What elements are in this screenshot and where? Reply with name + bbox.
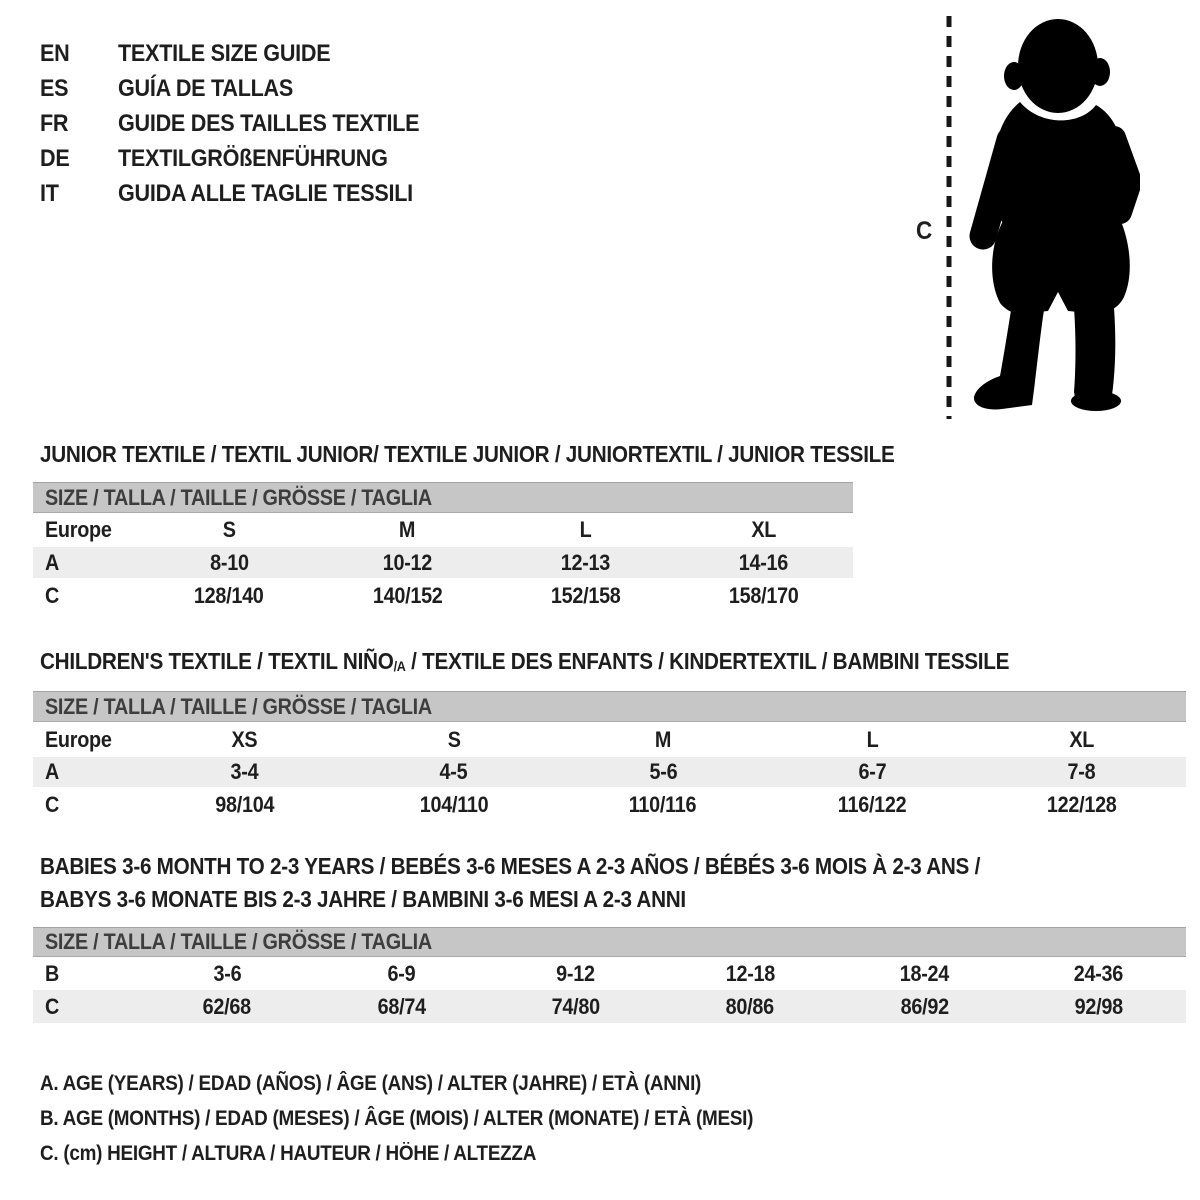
row-label-text: A bbox=[45, 549, 60, 575]
value-cell-text: 18-24 bbox=[899, 960, 950, 986]
size-cell bbox=[558, 727, 767, 753]
children-size-table bbox=[33, 691, 1186, 822]
height-measure-label: C bbox=[916, 217, 932, 245]
value-cell-text: 4-5 bbox=[439, 759, 468, 784]
value-cell-text: 7-8 bbox=[1067, 759, 1096, 784]
value-cell-text: 6-9 bbox=[387, 960, 416, 986]
size-cell bbox=[497, 517, 675, 543]
children-age-row bbox=[33, 757, 1186, 787]
legend-line-b-text: B. AGE (MONTHS) / EDAD (MESES) / ÂGE (MOIS) / ALTER (MONATE) / ETÀ (MESI) bbox=[40, 1106, 754, 1130]
children-section-title-text bbox=[40, 645, 1009, 683]
region-label-cell bbox=[33, 517, 140, 543]
size-cell-text: L bbox=[579, 517, 592, 542]
value-cell bbox=[558, 759, 767, 785]
value-cell bbox=[675, 583, 853, 609]
value-cell bbox=[489, 994, 663, 1020]
value-cell bbox=[314, 994, 488, 1020]
size-header-text: SIZE / TALLA / TAILLE / GRÖSSE / TAGLIA bbox=[45, 929, 432, 954]
size-cell-text: S bbox=[222, 517, 236, 542]
junior-sizes-row bbox=[33, 513, 853, 547]
value-cell-text: 9-12 bbox=[556, 960, 596, 986]
value-cell bbox=[318, 550, 496, 576]
junior-height-row bbox=[33, 578, 853, 613]
lang-code-text: ES bbox=[40, 74, 69, 102]
lang-title: GUIDA ALLE TAGLIE TESSILI bbox=[118, 179, 413, 207]
size-cell-text: XS bbox=[231, 726, 258, 752]
row-label-text: B bbox=[45, 960, 60, 986]
row-label-text: A bbox=[45, 759, 60, 784]
height-dashed-line-icon bbox=[946, 16, 952, 419]
toddler-silhouette-icon bbox=[960, 14, 1140, 419]
value-cell bbox=[140, 961, 314, 987]
value-cell-text: 8-10 bbox=[209, 549, 249, 575]
value-cell bbox=[1012, 961, 1186, 987]
size-cell bbox=[140, 517, 318, 543]
region-label-text: Europe bbox=[45, 517, 112, 542]
lang-title: GUÍA DE TALLAS bbox=[118, 74, 294, 102]
children-height-row bbox=[33, 787, 1186, 822]
value-cell-text: 62/68 bbox=[203, 993, 252, 1019]
value-cell bbox=[318, 583, 496, 609]
junior-age-row bbox=[33, 547, 853, 578]
size-cell-text: S bbox=[447, 726, 461, 752]
value-cell-text: 158/170 bbox=[729, 582, 799, 608]
legend-line-c bbox=[40, 1136, 832, 1171]
size-header-bar bbox=[33, 927, 1186, 957]
children-title-part2: / TEXTILE DES ENFANTS / KINDERTEXTIL / BAMBINI TESSILE bbox=[405, 648, 1010, 674]
legend-line-a-text: A. AGE (YEARS) / EDAD (AÑOS) / ÂGE (ANS) / ALTER (JAHRE) / ETÀ (ANNI) bbox=[40, 1071, 702, 1095]
row-label-cell bbox=[33, 792, 140, 818]
value-cell bbox=[497, 583, 675, 609]
value-cell bbox=[497, 550, 675, 576]
lang-code bbox=[40, 110, 118, 138]
value-cell-text: 122/128 bbox=[1046, 791, 1117, 817]
size-cell bbox=[318, 517, 496, 543]
size-cell-text: XL bbox=[1069, 726, 1094, 752]
value-cell bbox=[768, 759, 977, 785]
language-title-list bbox=[40, 36, 453, 211]
value-cell bbox=[837, 961, 1011, 987]
size-cell-text: M bbox=[399, 517, 416, 542]
value-cell-text: 80/86 bbox=[726, 993, 775, 1019]
size-cell bbox=[977, 727, 1186, 753]
size-cell bbox=[349, 727, 558, 753]
value-cell bbox=[140, 792, 349, 818]
babies-title-line2: BABYS 3-6 MONATE BIS 2-3 JAHRE / BAMBINI 3-6 MESI A 2-3 ANNI bbox=[40, 886, 686, 912]
value-cell-text: 3-4 bbox=[230, 759, 259, 784]
legend-line-a bbox=[40, 1066, 832, 1101]
row-label-text: C bbox=[45, 582, 60, 608]
row-label-cell bbox=[33, 994, 140, 1020]
size-header-bar bbox=[33, 482, 853, 513]
row-label-cell bbox=[33, 961, 140, 987]
value-cell-text: 6-7 bbox=[858, 759, 887, 784]
value-cell bbox=[558, 792, 767, 818]
value-cell-text: 3-6 bbox=[213, 960, 242, 986]
value-cell-text: 98/104 bbox=[215, 791, 275, 817]
babies-months-row bbox=[33, 957, 1186, 990]
lang-title: GUIDE DES TAILLES TEXTILE bbox=[118, 109, 420, 137]
value-cell bbox=[349, 759, 558, 785]
lang-code bbox=[40, 75, 118, 103]
value-cell bbox=[314, 961, 488, 987]
lang-code-text: EN bbox=[40, 39, 70, 67]
value-cell-text: 86/92 bbox=[900, 993, 949, 1019]
junior-section-title-text: JUNIOR TEXTILE / TEXTIL JUNIOR/ TEXTILE JUNIOR / JUNIORTEXTIL / JUNIOR TESSILE bbox=[40, 441, 895, 467]
lang-row-it bbox=[40, 176, 453, 211]
legend-line-c-text: C. (cm) HEIGHT / ALTURA / HAUTEUR / HÖHE / ALTEZZA bbox=[40, 1141, 537, 1165]
value-cell bbox=[663, 961, 837, 987]
size-cell-text: L bbox=[866, 726, 879, 752]
lang-code-text: DE bbox=[40, 144, 70, 172]
value-cell-text: 5-6 bbox=[649, 759, 677, 784]
lang-row-de bbox=[40, 141, 453, 176]
lang-row-es bbox=[40, 71, 453, 106]
junior-section-title bbox=[40, 438, 990, 471]
lang-code-text: FR bbox=[40, 109, 69, 137]
children-sizes-row bbox=[33, 722, 1186, 757]
value-cell bbox=[349, 792, 558, 818]
value-cell-text: 74/80 bbox=[551, 993, 600, 1019]
row-label-cell bbox=[33, 759, 140, 785]
size-cell bbox=[140, 727, 349, 753]
size-cell bbox=[675, 517, 853, 543]
value-cell bbox=[1012, 994, 1186, 1020]
row-label-cell bbox=[33, 583, 140, 609]
value-cell-text: 152/158 bbox=[550, 582, 621, 608]
value-cell bbox=[140, 759, 349, 785]
children-title-part1: CHILDREN'S TEXTILE / TEXTIL NIÑO bbox=[40, 648, 394, 674]
lang-title: TEXTILE SIZE GUIDE bbox=[118, 39, 331, 67]
babies-section-title bbox=[40, 850, 1085, 916]
value-cell bbox=[140, 583, 318, 609]
children-title-sub: /A bbox=[393, 658, 406, 674]
size-header-text: SIZE / TALLA / TAILLE / GRÖSSE / TAGLIA bbox=[45, 693, 432, 719]
value-cell-text: 14-16 bbox=[739, 549, 789, 575]
lang-title: TEXTILGRÖßENFÜHRUNG bbox=[118, 144, 388, 172]
row-label-text: C bbox=[45, 791, 60, 817]
children-section-title bbox=[40, 645, 1117, 683]
value-cell-text: 10-12 bbox=[382, 549, 433, 575]
value-cell-text: 24-36 bbox=[1074, 960, 1124, 986]
value-cell-text: 92/98 bbox=[1074, 993, 1123, 1019]
lang-code bbox=[40, 145, 118, 173]
value-cell bbox=[140, 994, 314, 1020]
value-cell-text: 68/74 bbox=[377, 993, 426, 1019]
value-cell-text: 12-18 bbox=[725, 960, 775, 986]
junior-size-table bbox=[33, 482, 853, 613]
value-cell bbox=[977, 759, 1186, 785]
lang-code-text: IT bbox=[40, 179, 59, 207]
measure-legend bbox=[40, 1066, 832, 1171]
lang-row-en bbox=[40, 36, 453, 71]
value-cell-text: 104/110 bbox=[419, 791, 489, 817]
size-cell-text: M bbox=[654, 726, 672, 752]
size-cell bbox=[768, 727, 977, 753]
value-cell-text: 110/116 bbox=[629, 791, 697, 817]
value-cell bbox=[837, 994, 1011, 1020]
value-cell-text: 12-13 bbox=[560, 549, 611, 575]
value-cell-text: 128/140 bbox=[194, 582, 264, 608]
lang-code bbox=[40, 40, 118, 68]
region-label-text: Europe bbox=[45, 726, 112, 752]
babies-title-line1: BABIES 3-6 MONTH TO 2-3 YEARS / BEBÉS 3-6 MESES A 2-3 AÑOS / BÉBÉS 3-6 MOIS À 2-3 ANS / bbox=[40, 853, 981, 879]
value-cell bbox=[489, 961, 663, 987]
value-cell bbox=[140, 550, 318, 576]
lang-code bbox=[40, 180, 118, 208]
babies-size-table bbox=[33, 927, 1186, 1023]
value-cell-text: 140/152 bbox=[372, 582, 443, 608]
size-cell-text: XL bbox=[751, 517, 777, 542]
size-header-text: SIZE / TALLA / TAILLE / GRÖSSE / TAGLIA bbox=[45, 484, 432, 510]
value-cell bbox=[768, 792, 977, 818]
row-label-text: C bbox=[45, 993, 60, 1019]
babies-height-row bbox=[33, 990, 1186, 1023]
lang-row-fr bbox=[40, 106, 453, 141]
region-label-cell bbox=[33, 727, 140, 753]
legend-line-b bbox=[40, 1101, 832, 1136]
value-cell bbox=[663, 994, 837, 1020]
size-header-bar bbox=[33, 691, 1186, 722]
row-label-cell bbox=[33, 550, 140, 576]
value-cell-text: 116/122 bbox=[837, 791, 907, 817]
value-cell bbox=[977, 792, 1186, 818]
value-cell bbox=[675, 550, 853, 576]
